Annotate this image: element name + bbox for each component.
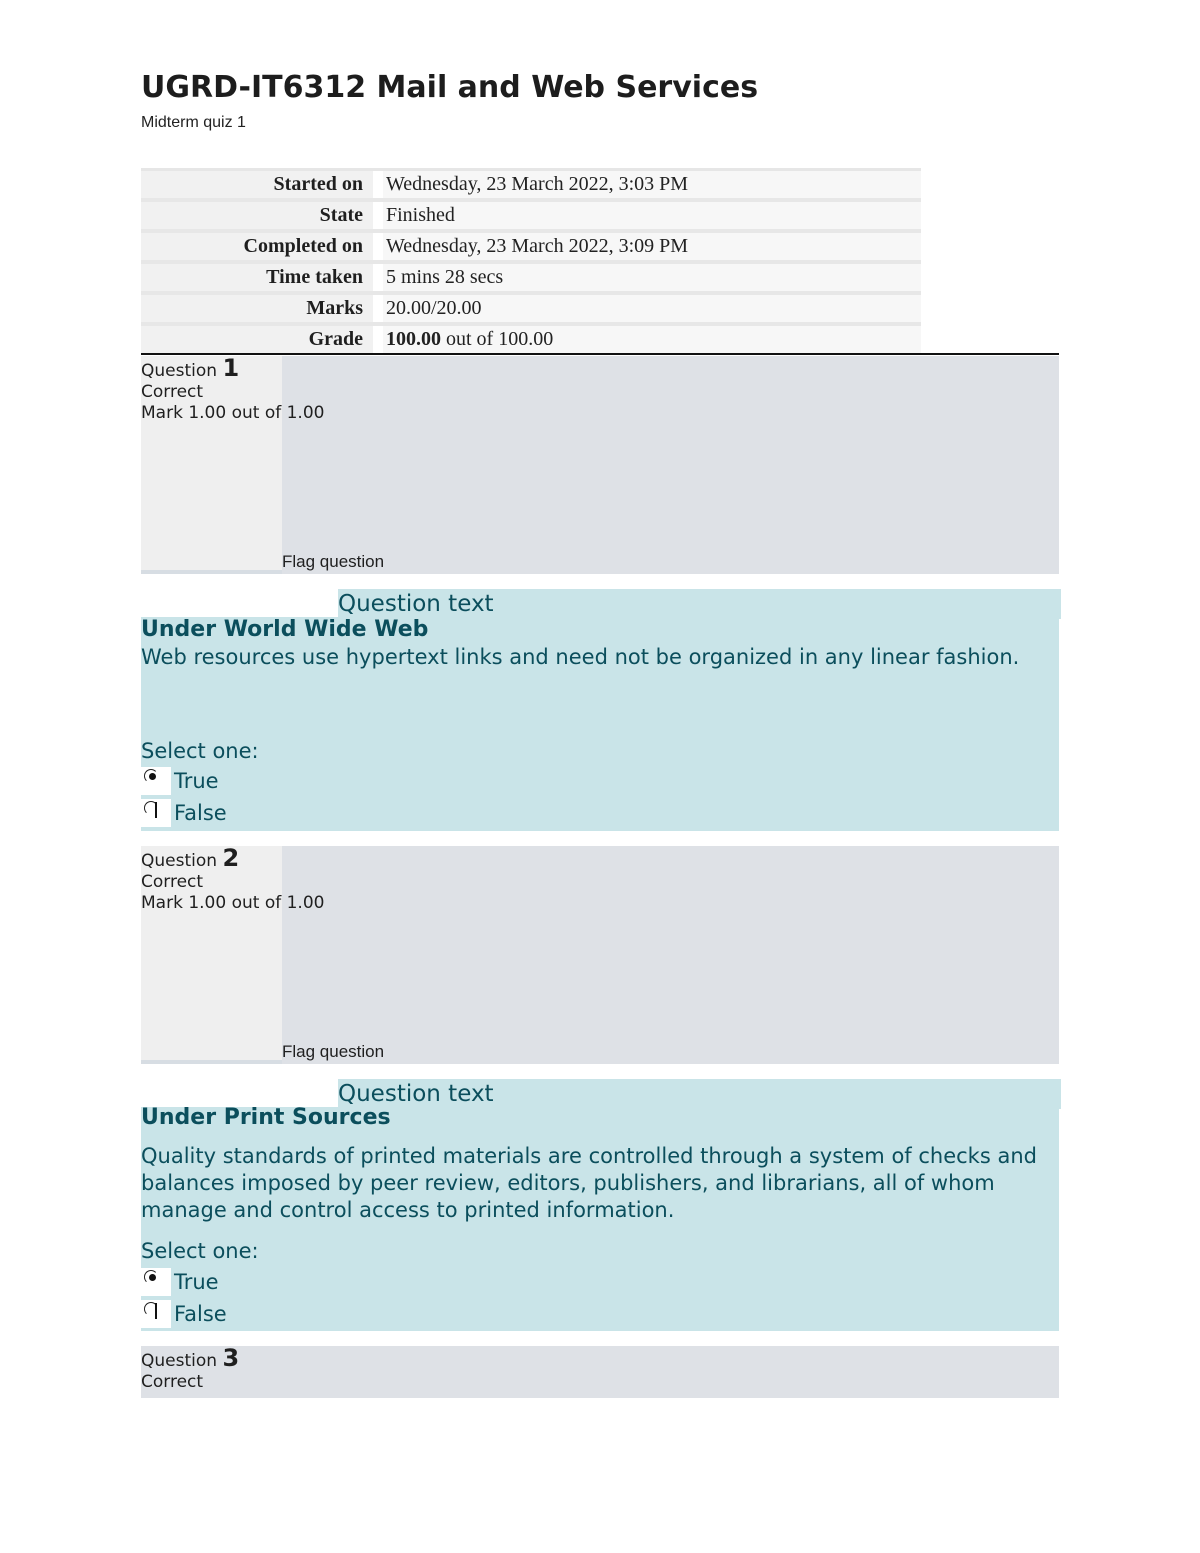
- summary-label: Time taken: [141, 262, 373, 293]
- summary-label: Grade: [141, 324, 373, 353]
- question-body: Web resources use hypertext links and need not be organized in any linear fashion.: [141, 645, 1020, 669]
- grade-value: [383, 324, 921, 353]
- radio-selected-icon[interactable]: [141, 767, 171, 795]
- summary-row-started: [141, 170, 921, 201]
- answer-option-true[interactable]: [141, 767, 341, 797]
- summary-label: State: [141, 200, 373, 231]
- question-number: Question 1: [141, 354, 240, 382]
- question-number: Question 3: [141, 1344, 240, 1372]
- question-mark: Mark 1.00 out of 1.00: [141, 403, 325, 423]
- question-number: Question 2: [141, 844, 240, 872]
- question-body: Quality standards of printed materials are controlled through a system of checks and balances imposed by peer review, editors, publishers, and librarians, all of whom manage and control access to printed information.: [141, 1144, 1037, 1222]
- attempt-summary-table: [141, 168, 921, 353]
- summary-value: 5 mins 28 secs: [383, 262, 921, 293]
- summary-label: Marks: [141, 293, 373, 324]
- grade-score: 100.00: [386, 328, 441, 350]
- summary-label: Completed on: [141, 231, 373, 262]
- radio-unselected-icon[interactable]: [141, 799, 171, 827]
- page-title: UGRD-IT6312 Mail and Web Services: [141, 70, 759, 105]
- summary-value: Wednesday, 23 March 2022, 3:09 PM: [383, 231, 921, 262]
- grade-out-of: out of 100.00: [441, 328, 554, 350]
- summary-row-completed: [141, 231, 921, 262]
- flag-question-link[interactable]: Flag question: [282, 552, 385, 571]
- question-3-info: [141, 1346, 1059, 1398]
- flag-question-link[interactable]: Flag question: [282, 1042, 385, 1061]
- option-label: True: [174, 1270, 219, 1294]
- question-text-label: Question text: [338, 1079, 1061, 1109]
- answer-option-false[interactable]: [141, 799, 341, 829]
- radio-selected-icon[interactable]: [141, 1268, 171, 1296]
- answer-option-false[interactable]: [141, 1300, 341, 1330]
- summary-row-grade: [141, 324, 921, 353]
- option-label: False: [174, 801, 227, 825]
- summary-value: Finished: [383, 200, 921, 231]
- summary-row-state: [141, 200, 921, 231]
- option-label: False: [174, 1302, 227, 1326]
- summary-value: Wednesday, 23 March 2022, 3:03 PM: [383, 170, 921, 201]
- question-state: Correct: [141, 872, 204, 892]
- question-heading: Under World Wide Web: [141, 617, 429, 642]
- answer-option-true[interactable]: [141, 1268, 341, 1298]
- option-label: True: [174, 769, 219, 793]
- summary-label: Started on: [141, 170, 373, 201]
- radio-unselected-icon[interactable]: [141, 1300, 171, 1328]
- select-one-prompt: Select one:: [141, 1239, 259, 1263]
- question-state: Correct: [141, 1372, 204, 1392]
- summary-row-marks: [141, 293, 921, 324]
- question-text-label: Question text: [338, 589, 1061, 619]
- quiz-name: Midterm quiz 1: [141, 114, 246, 131]
- question-state: Correct: [141, 382, 204, 402]
- question-1-content: [141, 589, 1059, 831]
- question-heading: Under Print Sources: [141, 1105, 391, 1130]
- question-2-info: [141, 846, 1059, 1064]
- question-2-content: [141, 1079, 1059, 1331]
- summary-row-time-taken: [141, 262, 921, 293]
- question-1-info: [141, 356, 1059, 574]
- summary-divider: [141, 353, 1059, 355]
- select-one-prompt: Select one:: [141, 739, 259, 763]
- summary-value: 20.00/20.00: [383, 293, 921, 324]
- question-mark: Mark 1.00 out of 1.00: [141, 893, 325, 913]
